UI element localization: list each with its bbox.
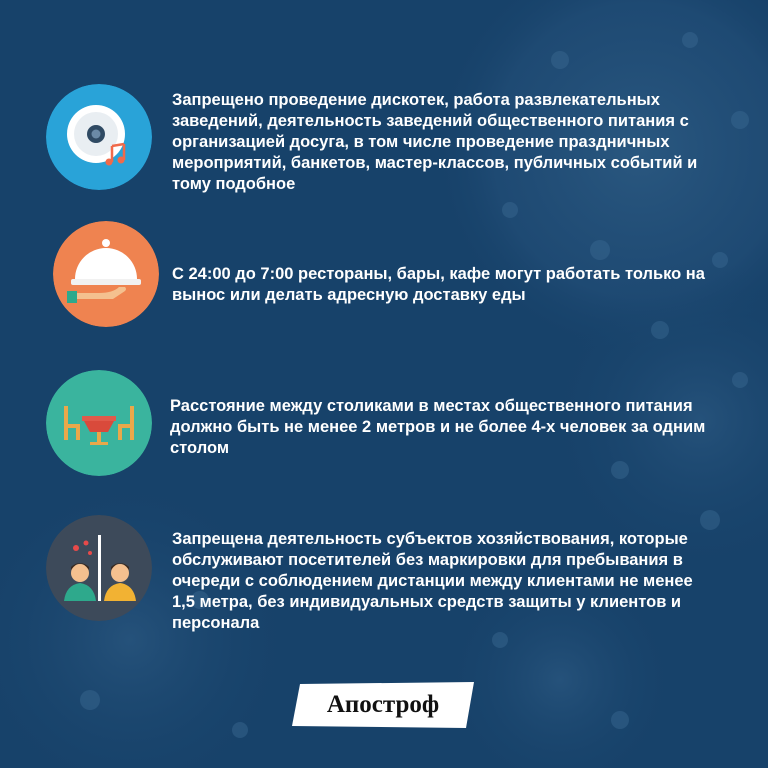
queue-distance-icon <box>46 515 152 621</box>
rule-text-2: С 24:00 до 7:00 рестораны, бары, кафе могут работать только на вынос или делать адресную доставку еды <box>172 265 705 304</box>
apostrof-logo <box>292 682 474 728</box>
rule-text-4: Запрещена деятельность субъектов хозяйствования, которые обслуживают посетителей без маркировки для пребывания в очереди с соблюдением дистанции между клиентами не менее 1,5 метра, без индивидуальных средств защиты у клиентов и персонала <box>172 530 693 632</box>
rule-text-1: Запрещено проведение дискотек, работа развлекательных заведений, деятельность заведений общественного питания с организацией досуга, в том числе проведение праздничных мероприятий, банкетов, мастер-классов, публичных событий и тому подобное <box>172 91 698 193</box>
rule-text-3: Расстояние между столиками в местах общественного питания должно быть не менее 2 метров и не более 4-х человек за одним столом <box>170 397 706 457</box>
logo-text: Апостроф <box>326 691 440 718</box>
food-delivery-icon <box>53 221 159 327</box>
table-distance-icon <box>46 370 152 476</box>
disco-icon <box>46 84 152 190</box>
